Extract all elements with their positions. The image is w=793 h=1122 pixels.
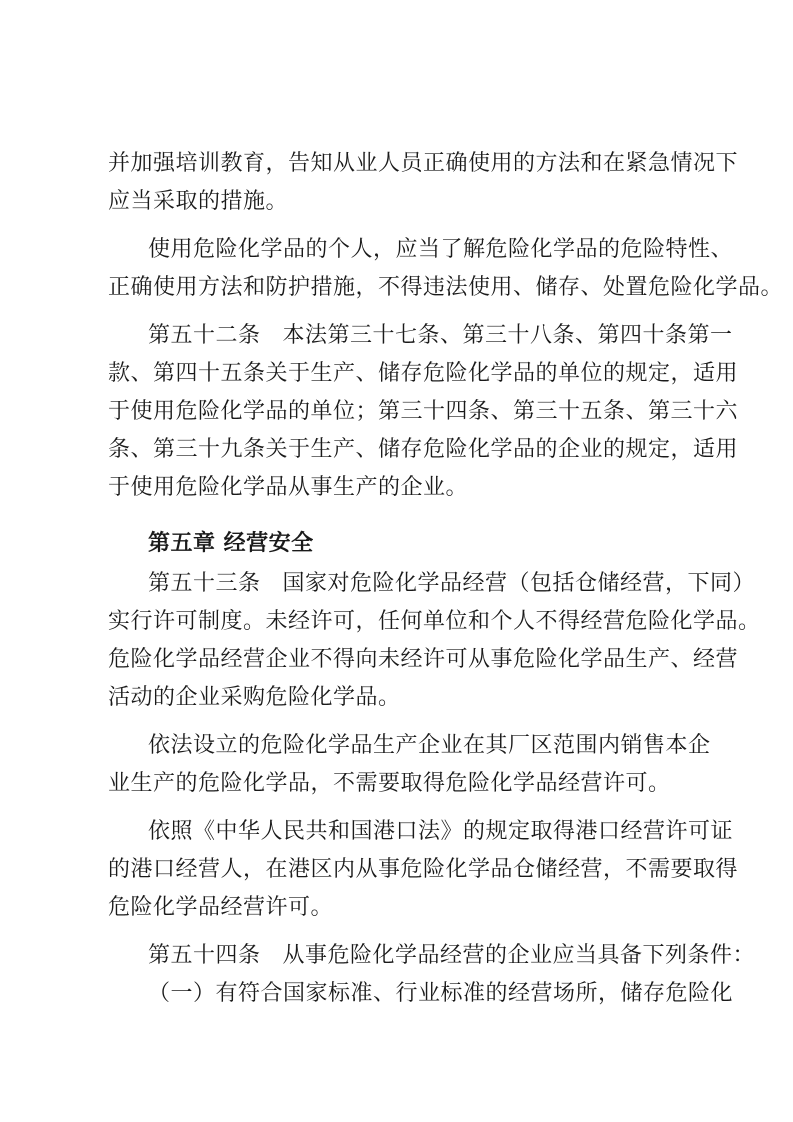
paragraph-line: 依照《中华人民共和国港口法》的规定取得港口经营许可证 xyxy=(148,819,734,844)
text-line: 活动的企业采购危险化学品。 xyxy=(108,685,401,710)
article-53-line xyxy=(148,570,755,598)
text-line: 并加强培训教育，告知从业人员正确使用的方法和在紧急情况下 xyxy=(108,151,739,176)
text-line: 业生产的危险化学品，不需要取得危险化学品经营许可。 xyxy=(108,771,671,796)
text-line: 危险化学品经营许可。 xyxy=(108,895,334,920)
article-text: 从事危险化学品经营的企业应当具备下列条件： xyxy=(282,943,756,968)
text-line: 正确使用方法和防护措施，不得违法使用、储存、处置危险化学品。 xyxy=(108,275,784,300)
article-number: 第五十三条 xyxy=(148,571,261,596)
paragraph-line: 使用危险化学品的个人，应当了解危险化学品的危险特性、 xyxy=(148,237,734,262)
text-line: 款、第四十五条关于生产、储存危险化学品的单位的规定，适用 xyxy=(108,361,739,386)
text-line: 的港口经营人，在港区内从事危险化学品仓储经营，不需要取得 xyxy=(108,857,739,882)
text-line: 应当采取的措施。 xyxy=(108,189,289,214)
text-line: 条、第三十九条关于生产、储存危险化学品的企业的规定，适用 xyxy=(108,437,739,462)
text-line: 实行许可制度。未经许可，任何单位和个人不得经营危险化学品。 xyxy=(108,609,761,634)
text-line: 于使用危险化学品从事生产的企业。 xyxy=(108,475,469,500)
article-number: 第五十四条 xyxy=(148,943,261,968)
list-item-line: （一）有符合国家标准、行业标准的经营场所，储存危险化 xyxy=(148,981,734,1006)
text-line: 危险化学品经营企业不得向未经许可从事危险化学品生产、经营 xyxy=(108,647,739,672)
article-52-line xyxy=(148,322,733,350)
article-text: 本法第三十七条、第三十八条、第四十条第一 xyxy=(282,323,733,348)
article-text: 国家对危险化学品经营（包括仓储经营，下同） xyxy=(282,571,756,596)
article-54-line xyxy=(148,942,755,970)
paragraph-line: 依法设立的危险化学品生产企业在其厂区范围内销售本企 xyxy=(148,733,711,758)
chapter-heading: 第五章 经营安全 xyxy=(148,531,314,556)
text-line: 于使用危险化学品的单位；第三十四条、第三十五条、第三十六 xyxy=(108,399,739,424)
article-number: 第五十二条 xyxy=(148,323,261,348)
